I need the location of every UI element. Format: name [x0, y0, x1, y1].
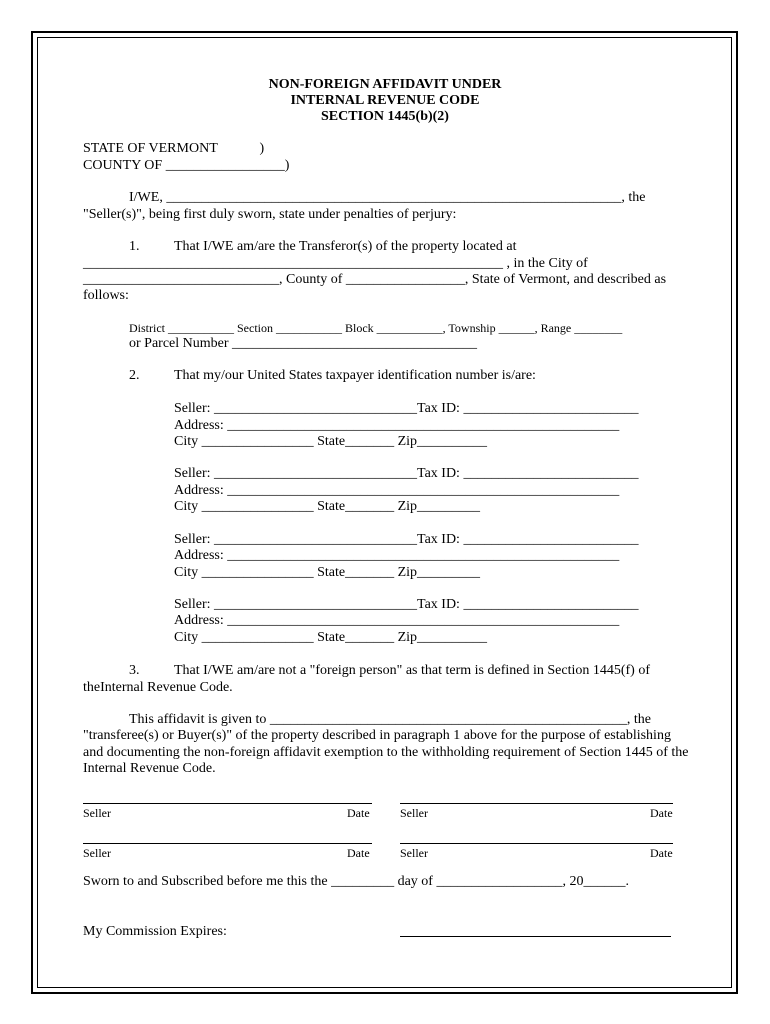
seller-2-taxid-field[interactable]: Tax ID: _________________________ [417, 466, 639, 481]
paragraph-2-number: 2. [129, 368, 140, 383]
seller-1-taxid-field[interactable]: Tax ID: _________________________ [417, 401, 639, 416]
paragraph-3-number: 3. [129, 663, 140, 678]
form-title-line-1: NON-FOREIGN AFFIDAVIT UNDER [268, 77, 502, 92]
date-label: Date [650, 806, 673, 820]
seller-2-name-field[interactable]: Seller: _____________________________ [174, 466, 418, 481]
seller-3-taxid-field[interactable]: Tax ID: _________________________ [417, 532, 639, 547]
seller-3-city-field[interactable]: City ________________ State_______ Zip_________ [174, 565, 481, 580]
seller-label: Seller [400, 846, 428, 860]
seller-1-city-field[interactable]: City ________________ State_______ Zip__________ [174, 434, 488, 449]
seller-1-address-field[interactable]: Address: ________________________________________________________ [174, 418, 620, 433]
form-title-line-2: INTERNAL REVENUE CODE [290, 93, 480, 108]
seller-label: Seller [83, 806, 111, 820]
seller-1-name-field[interactable]: Seller: _____________________________ [174, 401, 418, 416]
seller-names-field[interactable]: I/WE, _________________________________________________________________, the [129, 190, 646, 205]
paragraph-3-text-cont: theInternal Revenue Code. [83, 680, 233, 695]
given-text-line-3: and documenting the non-foreign affidavit exemption to the withholding requirement of Section 1445 of the [83, 745, 689, 760]
buyer-name-field[interactable]: This affidavit is given to ___________________________________________________, the [129, 712, 651, 727]
follows-text: follows: [83, 288, 129, 303]
given-text-line-4: Internal Revenue Code. [83, 761, 216, 776]
paragraph-3-text: That I/WE am/are not a "foreign person" as that term is defined in Section 1445(f) of [174, 663, 650, 678]
seller-2-address-field[interactable]: Address: ________________________________________________________ [174, 483, 620, 498]
given-text-line-2: "transferee(s) or Buyer(s)" of the property described in paragraph 1 above for the purpose of establishing [83, 728, 671, 743]
date-label: Date [347, 846, 370, 860]
city-county-field[interactable]: ____________________________, County of _________________, State of Vermont, and described as [83, 272, 667, 287]
district-section-block-field[interactable]: District ___________ Section ___________ Block ___________, Township ______, Range ________ [129, 321, 623, 335]
state-of-vermont: STATE OF VERMONT ) [83, 141, 265, 156]
sworn-statement: "Seller(s)", being first duly sworn, state under penalties of perjury: [83, 207, 457, 222]
seller-signature-line-4[interactable] [400, 843, 673, 844]
seller-signature-line-2[interactable] [400, 803, 673, 804]
commission-expires-line[interactable] [400, 936, 671, 937]
seller-4-taxid-field[interactable]: Tax ID: _________________________ [417, 597, 639, 612]
seller-3-address-field[interactable]: Address: ________________________________________________________ [174, 548, 620, 563]
parcel-number-field[interactable]: or Parcel Number ___________________________________ [129, 336, 478, 351]
commission-expires-label: My Commission Expires: [83, 924, 227, 939]
form-title-line-3: SECTION 1445(b)(2) [321, 109, 449, 124]
seller-4-address-field[interactable]: Address: ________________________________________________________ [174, 613, 620, 628]
seller-4-name-field[interactable]: Seller: _____________________________ [174, 597, 418, 612]
property-location-field[interactable]: ____________________________________________________________ , in the City of [83, 256, 588, 271]
date-label: Date [650, 846, 673, 860]
paragraph-2-text: That my/our United States taxpayer identification number is/are: [174, 368, 536, 383]
paragraph-1-number: 1. [129, 239, 140, 254]
seller-signature-line-1[interactable] [83, 803, 372, 804]
county-of-field[interactable]: COUNTY OF _________________) [83, 158, 290, 173]
seller-3-name-field[interactable]: Seller: _____________________________ [174, 532, 418, 547]
sworn-subscribed-field[interactable]: Sworn to and Subscribed before me this the _________ day of __________________, 20______. [83, 874, 629, 889]
seller-4-city-field[interactable]: City ________________ State_______ Zip__________ [174, 630, 488, 645]
seller-2-city-field[interactable]: City ________________ State_______ Zip_________ [174, 499, 481, 514]
seller-signature-line-3[interactable] [83, 843, 372, 844]
paragraph-1-text: That I/WE am/are the Transferor(s) of the property located at [174, 239, 517, 254]
seller-label: Seller [83, 846, 111, 860]
date-label: Date [347, 806, 370, 820]
seller-label: Seller [400, 806, 428, 820]
